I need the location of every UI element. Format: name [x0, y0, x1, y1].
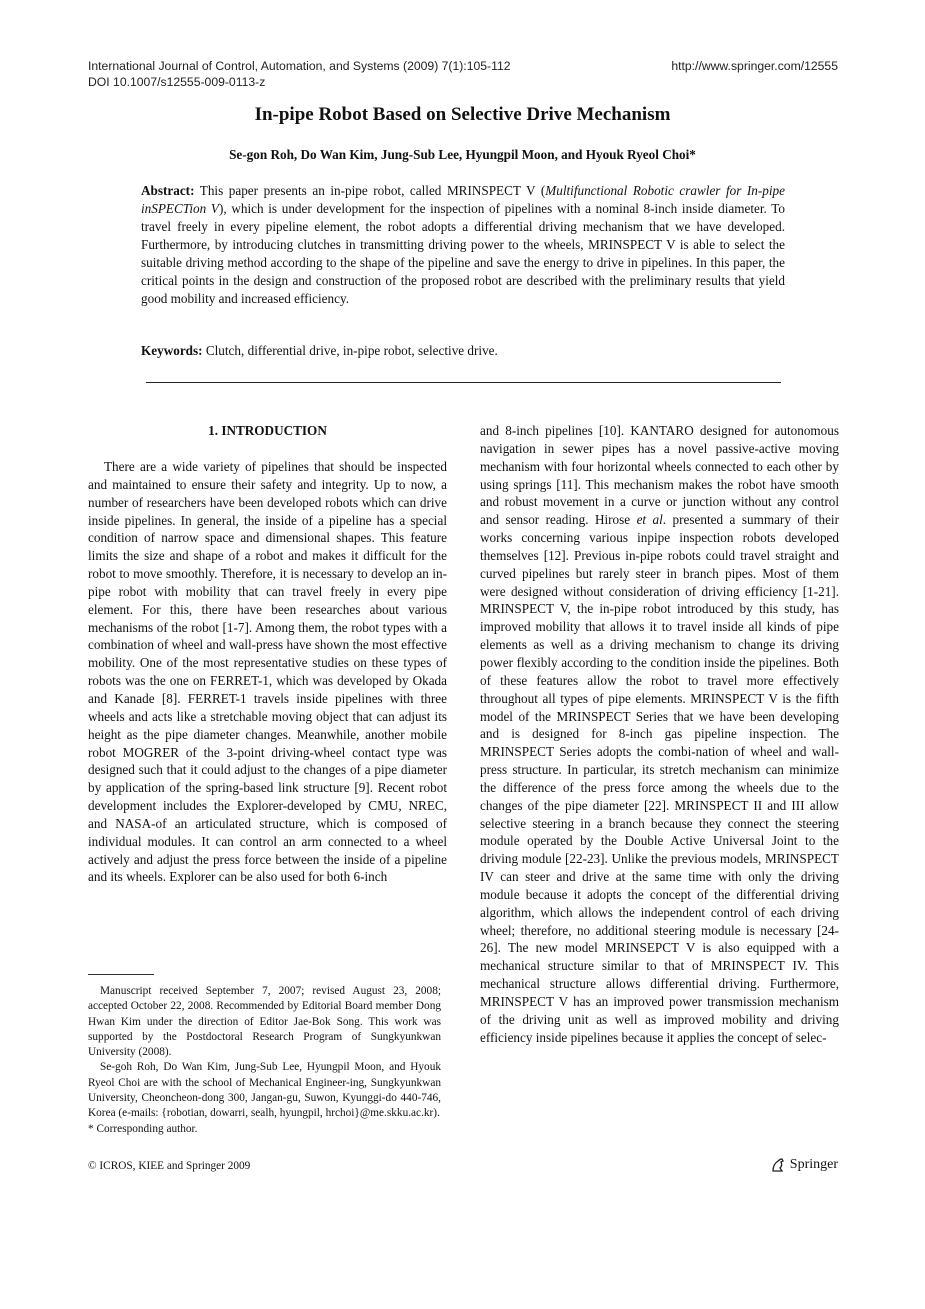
footnotes	[88, 984, 441, 1137]
journal-header	[88, 58, 511, 90]
abstract-text-2: ), which is under development for the inspection of pipelines with a nominal 8-inch inside diameter. To travel freely in every pipeline element, the robot adopts a differential driving mechanism that we have developed. Furthermore, by introducing clutches in transmitting driving power to the wheels, MRINSPECT V is able to select the suitable driving method according to the shape of the pipeline and save the energy to drive in pipelines. In this paper, the critical points in the design and construction of the proposed robot are described with the preliminary results that yield good mobility and increased efficiency.	[141, 201, 785, 306]
publisher-name: Springer	[789, 1157, 838, 1172]
copyright: © ICROS, KIEE and Springer 2009	[88, 1160, 251, 1172]
keywords	[141, 342, 785, 360]
section-divider	[146, 382, 781, 383]
footnote-manuscript: Manuscript received September 7, 2007; revised August 23, 2008; accepted October 22, 2008. Recommended by Editorial Board member Dong Hwan Kim under the direction of Editor Jae-Bok Song. This work was supported by the Postdoctoral Research Program of Sungkyunkwan University (2008).	[88, 985, 441, 1059]
footnote-divider	[88, 974, 154, 975]
springer-horse-icon	[770, 1157, 786, 1173]
footnote-corresponding: * Corresponding author.	[88, 1122, 198, 1135]
right-column	[480, 422, 839, 1047]
doi: DOI 10.1007/s12555-009-0113-z	[88, 75, 266, 89]
keywords-label: Keywords:	[141, 343, 203, 358]
abstract-italic: Multifunctional Robotic crawler for In-pipe inSPECTion V	[141, 183, 785, 216]
journal-citation: International Journal of Control, Automation, and Systems (2009) 7(1):105-112	[88, 59, 511, 73]
journal-url[interactable]: http://www.springer.com/12555	[671, 59, 838, 73]
intro-continued-2: . presented a summary of their works concerning various inpipe inspection robots developed themselves [12]. Previous in-pipe robots could travel straight and curved pipelines but rarely steer in branch pipes. Most of them were designed without consideration of driving efficiency [1-21]. MRINSPECT V, the in-pipe robot introduced by this study, has improved mobility that allows it to travel inside all kinds of pipe elements as well as a driving mechanism to change its driving power flexibly according to the condition inside the pipelines. Both of these features allow the robot to travel more effectively throughout all types of pipe elements. MRINSPECT V is the fifth model of the MRINSPECT Series that we have been developing and is designed for 8-inch gas pipeline inspection. The MRINSPECT Series adopts the combi-nation of wheel and wall-press structure. In particular, its stretch mechanism can minimize the difference of the press force among the wheels due to the changes of the pipe diameter [22]. MRINSPECT II and III allow selective steering in a branch because they connect the steering module operated by the Double Active Universal Joint to the driving module [22-23]. Unlike the previous models, MRINSPECT IV can steer and drive at the same time with only the driving module because it adopts the concept of the differential driving algorithm, which allows the independent control of each driving wheel; therefore, no additional steering module is necessary [24-26]. The new model MRINSEPCT V is also equipped with a mechanical structure similar to that of MRINSPECT IV. This mechanical structure allows differential driving. Furthermore, MRINSPECT V has an improved power transmission mechanism of the driving unit as well as improved mobility and driving efficiency inside pipelines because it applies the concept of selec-	[480, 512, 839, 1045]
abstract	[141, 182, 785, 308]
author-list: Se-gon Roh, Do Wan Kim, Jung-Sub Lee, Hyungpil Moon, and Hyouk Ryeol Choi*	[229, 147, 696, 162]
intro-italic: et al	[636, 512, 663, 528]
springer-logo	[770, 1157, 838, 1173]
keywords-text: Clutch, differential drive, in-pipe robot, selective drive.	[202, 343, 498, 358]
footnote-affiliation: Se-goh Roh, Do Wan Kim, Jung-Sub Lee, Hyungpil Moon, and Hyouk Ryeol Choi are with the school of Mechanical Engineer-ing, Sungkyunkwan University, Cheoncheon-dong 300, Jangan-gu, Suwon, Kyunggi-do 440-746, Korea (e-mails: {robotian, dowarri, sealh, hyungpil, hrchoi}@me.skku.ac.kr).	[88, 1061, 441, 1120]
abstract-label: Abstract:	[141, 183, 195, 198]
paper-title: In-pipe Robot Based on Selective Drive Mechanism	[254, 104, 671, 125]
abstract-text-1: This paper presents an in-pipe robot, called MRINSPECT V (	[194, 183, 546, 198]
intro-paragraph: There are a wide variety of pipelines that should be inspected and maintained to ensure their safety and integrity. Up to now, a number of researchers have been developed robots which can drive inside pipelines. In general, the inside of a pipeline has a special condition of narrow space and dimensional shapes. This feature limits the size and shape of a robot and makes it difficult for the robot to move smoothly. Therefore, it is necessary to develop an in-pipe robot with mobility that can travel freely in every pipe element. For this, there have been researches about various mechanisms of the robot [1-7]. Among them, the robot types with a combination of wheel and wall-press have shown the most effective mobility. One of the most representative studies on these types of robots was the one on FERRET-1, which was developed by Okada and Kanade [8]. FERRET-1 travels inside pipelines with three wheels and acts like a stretchable moving object that can adjust its height as the pipe diameter changes. Meanwhile, another mobile robot MOGRER of the 3-point driving-wheel contact type was designed such that it could adjust to the changes of a pipe diameter by application of the spring-based link structure [9]. Recent robot development includes the Explorer-developed by CMU, NREC, and NASA-of an articulated structure, which is composed of individual modules. It can control an arm connected to a wheel actively and adjust the press force between the inside of a pipeline and its wheels. Explorer can be also used for both 6-inch	[88, 459, 447, 885]
intro-continued-1: and 8-inch pipelines [10]. KANTARO designed for autonomous navigation in sewer pipes has a novel passive-active moving mechanism with four horizontal wheels connected to each other by using springs [11]. This mechanism makes the robot have smooth and robust movement in a curve or junction without any control and sensor reading. Hirose	[480, 423, 839, 528]
section-heading: 1. INTRODUCTION	[208, 423, 327, 438]
left-column	[88, 422, 447, 886]
